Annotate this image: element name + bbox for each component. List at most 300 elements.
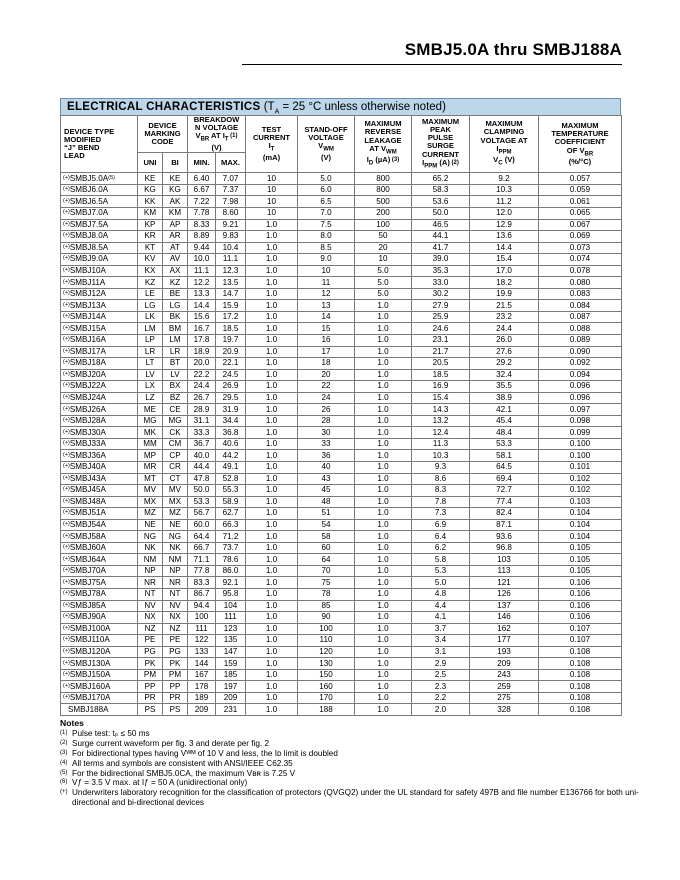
cell-marking-uni: MM <box>138 438 163 450</box>
cell-vbr-max: 9.83 <box>216 231 246 243</box>
ul-mark: (+) <box>63 509 70 516</box>
col-test-current: TEST CURRENT $I_T$ (mA) <box>246 116 298 173</box>
cell-device-type: (+)SMBJ110A <box>61 635 138 647</box>
cell-clamping-voltage: 162 <box>470 623 539 635</box>
cell-leakage: 1.0 <box>355 392 412 404</box>
col-peak-pulse-current: MAXIMUM PEAK PULSE SURGE CURRENT $I_{PPM}$ (A) $^{(2)}$ <box>412 116 470 173</box>
cell-device-type: (+)SMBJ11A <box>61 277 138 289</box>
cell-peak-current: 4.8 <box>412 589 470 601</box>
cell-temp-coefficient: 0.094 <box>539 369 622 381</box>
cell-marking-bi: MV <box>163 485 188 497</box>
cell-test-current: 1.0 <box>246 646 298 658</box>
table-row <box>61 219 622 231</box>
cell-test-current: 10 <box>246 207 298 219</box>
ul-mark: (+) <box>63 613 70 620</box>
cell-vbr-max: 36.8 <box>216 427 246 439</box>
cell-clamping-voltage: 17.0 <box>470 265 539 277</box>
table-row <box>61 612 622 624</box>
table-row <box>61 369 622 381</box>
cell-marking-bi: NR <box>163 577 188 589</box>
table-row <box>61 346 622 358</box>
note-text: Pulse test: tₚ ≤ 50 ms <box>72 728 150 738</box>
cell-vbr-min: 60.0 <box>188 519 216 531</box>
ul-mark: (+) <box>63 659 70 666</box>
cell-marking-uni: PE <box>138 635 163 647</box>
cell-marking-uni: NP <box>138 565 163 577</box>
ul-mark: (+) <box>63 301 70 308</box>
cell-vbr-min: 33.3 <box>188 427 216 439</box>
cell-standoff-voltage: 7.0 <box>298 207 355 219</box>
cell-vbr-min: 22.2 <box>188 369 216 381</box>
note-mark: (2) <box>60 739 68 746</box>
cell-marking-bi: LV <box>163 369 188 381</box>
cell-leakage: 1.0 <box>355 404 412 416</box>
cell-peak-current: 2.5 <box>412 669 470 681</box>
cell-clamping-voltage: 19.9 <box>470 288 539 300</box>
col-standoff-voltage: STAND-OFF VOLTAGE $V_{WM}$ (V) <box>298 116 355 173</box>
ul-mark: (+) <box>63 671 70 678</box>
cell-leakage: 1.0 <box>355 612 412 624</box>
cell-device-type: (+)SMBJ43A <box>61 473 138 485</box>
ul-mark: (+) <box>63 370 70 377</box>
cell-vbr-min: 56.7 <box>188 508 216 520</box>
cell-leakage: 1.0 <box>355 473 412 485</box>
cell-vbr-min: 6.67 <box>188 184 216 196</box>
cell-temp-coefficient: 0.107 <box>539 623 622 635</box>
table-row <box>61 589 622 601</box>
cell-device-type: (+)SMBJ64A <box>61 554 138 566</box>
cell-device-type: (+)SMBJ120A <box>61 646 138 658</box>
cell-temp-coefficient: 0.065 <box>539 207 622 219</box>
cell-device-type: (+)SMBJ6.0A <box>61 184 138 196</box>
table-row <box>61 207 622 219</box>
cell-vbr-min: 20.0 <box>188 358 216 370</box>
cell-vbr-max: 86.0 <box>216 565 246 577</box>
cell-vbr-min: 133 <box>188 646 216 658</box>
cell-leakage: 1.0 <box>355 681 412 693</box>
cell-peak-current: 5.3 <box>412 565 470 577</box>
cell-test-current: 1.0 <box>246 496 298 508</box>
cell-peak-current: 44.1 <box>412 231 470 243</box>
cell-peak-current: 16.9 <box>412 381 470 393</box>
cell-vbr-max: 147 <box>216 646 246 658</box>
cell-marking-uni: MR <box>138 462 163 474</box>
cell-temp-coefficient: 0.097 <box>539 404 622 416</box>
cell-device-type: (+)SMBJ7.5A <box>61 219 138 231</box>
ul-mark: (+) <box>63 694 70 701</box>
cell-standoff-voltage: 78 <box>298 589 355 601</box>
cell-vbr-max: 135 <box>216 635 246 647</box>
table-row <box>61 623 622 635</box>
cell-marking-bi: AK <box>163 196 188 208</box>
cell-marking-bi: KM <box>163 207 188 219</box>
ul-mark: (+) <box>63 555 70 562</box>
cell-device-type: (+)SMBJ18A <box>61 358 138 370</box>
cell-device-type: (+)SMBJ85A <box>61 600 138 612</box>
cell-marking-uni: LE <box>138 288 163 300</box>
cell-standoff-voltage: 54 <box>298 519 355 531</box>
cell-leakage: 1.0 <box>355 381 412 393</box>
cell-leakage: 1.0 <box>355 635 412 647</box>
cell-peak-current: 50.0 <box>412 207 470 219</box>
cell-standoff-voltage: 17 <box>298 346 355 358</box>
cell-test-current: 1.0 <box>246 323 298 335</box>
cell-standoff-voltage: 18 <box>298 358 355 370</box>
cell-leakage: 50 <box>355 231 412 243</box>
cell-vbr-max: 159 <box>216 658 246 670</box>
cell-vbr-min: 36.7 <box>188 438 216 450</box>
cell-test-current: 1.0 <box>246 519 298 531</box>
cell-standoff-voltage: 8.0 <box>298 231 355 243</box>
cell-vbr-max: 11.1 <box>216 254 246 266</box>
cell-test-current: 1.0 <box>246 242 298 254</box>
cell-test-current: 1.0 <box>246 300 298 312</box>
table-row <box>61 381 622 393</box>
cell-leakage: 1.0 <box>355 508 412 520</box>
ul-mark: (+) <box>63 463 70 470</box>
ul-mark: (+) <box>63 174 70 181</box>
cell-marking-uni: LG <box>138 300 163 312</box>
cell-vbr-min: 26.7 <box>188 392 216 404</box>
cell-peak-current: 2.0 <box>412 704 470 716</box>
cell-standoff-voltage: 26 <box>298 404 355 416</box>
cell-marking-uni: PS <box>138 704 163 716</box>
cell-leakage: 1.0 <box>355 450 412 462</box>
cell-peak-current: 12.4 <box>412 427 470 439</box>
cell-standoff-voltage: 24 <box>298 392 355 404</box>
cell-clamping-voltage: 15.4 <box>470 254 539 266</box>
col-reverse-leakage: MAXIMUM REVERSE LEAKAGE AT $V_{WM}$ $I_D$ (µA) $^{(3)}$ <box>355 116 412 173</box>
table-row <box>61 462 622 474</box>
cell-leakage: 1.0 <box>355 542 412 554</box>
cell-vbr-max: 62.7 <box>216 508 246 520</box>
cell-device-type: (+)SMBJ75A <box>61 577 138 589</box>
cell-clamping-voltage: 21.5 <box>470 300 539 312</box>
cell-clamping-voltage: 18.2 <box>470 277 539 289</box>
notes-section <box>60 719 640 808</box>
col-temperature-coefficient: MAXIMUM TEMPERATURE COEFFICIENT OF $V_{BR}$ (%/°C) <box>539 116 622 173</box>
cell-device-type: (+)SMBJ13A <box>61 300 138 312</box>
cell-marking-bi: BE <box>163 288 188 300</box>
cell-peak-current: 9.3 <box>412 462 470 474</box>
cell-vbr-max: 197 <box>216 681 246 693</box>
note-text: For bidirectional types having Vᵂᴹ of 10 V and less, the Iᴅ limit is doubled <box>72 748 338 758</box>
cell-clamping-voltage: 64.5 <box>470 462 539 474</box>
table-heading <box>60 98 621 115</box>
cell-marking-bi: AX <box>163 265 188 277</box>
cell-marking-bi: NK <box>163 542 188 554</box>
cell-leakage: 1.0 <box>355 577 412 589</box>
electrical-characteristics-panel <box>60 98 621 716</box>
cell-marking-bi: LM <box>163 334 188 346</box>
cell-leakage: 1.0 <box>355 554 412 566</box>
cell-vbr-max: 7.07 <box>216 173 246 185</box>
cell-marking-uni: LZ <box>138 392 163 404</box>
cell-test-current: 1.0 <box>246 681 298 693</box>
cell-clamping-voltage: 10.3 <box>470 184 539 196</box>
table-row <box>61 173 622 185</box>
cell-clamping-voltage: 26.0 <box>470 334 539 346</box>
table-row <box>61 450 622 462</box>
cell-vbr-max: 17.2 <box>216 311 246 323</box>
cell-standoff-voltage: 5.0 <box>298 173 355 185</box>
cell-test-current: 1.0 <box>246 600 298 612</box>
cell-marking-uni: NT <box>138 589 163 601</box>
cell-test-current: 1.0 <box>246 623 298 635</box>
ul-mark: (+) <box>63 451 70 458</box>
cell-marking-uni: KT <box>138 242 163 254</box>
cell-vbr-min: 13.3 <box>188 288 216 300</box>
cell-peak-current: 58.3 <box>412 184 470 196</box>
cell-clamping-voltage: 177 <box>470 635 539 647</box>
cell-temp-coefficient: 0.088 <box>539 323 622 335</box>
cell-device-type: (+)SMBJ48A <box>61 496 138 508</box>
cell-marking-uni: LV <box>138 369 163 381</box>
cell-marking-bi: PK <box>163 658 188 670</box>
cell-temp-coefficient: 0.104 <box>539 508 622 520</box>
cell-vbr-min: 28.9 <box>188 404 216 416</box>
ul-mark: (+) <box>63 428 70 435</box>
cell-vbr-max: 12.3 <box>216 265 246 277</box>
cell-vbr-max: 123 <box>216 623 246 635</box>
cell-peak-current: 10.3 <box>412 450 470 462</box>
cell-leakage: 1.0 <box>355 531 412 543</box>
cell-test-current: 10 <box>246 184 298 196</box>
cell-vbr-max: 73.7 <box>216 542 246 554</box>
cell-peak-current: 2.2 <box>412 692 470 704</box>
cell-clamping-voltage: 328 <box>470 704 539 716</box>
notes-heading: Notes <box>60 718 84 728</box>
cell-vbr-max: 7.37 <box>216 184 246 196</box>
cell-standoff-voltage: 22 <box>298 381 355 393</box>
electrical-characteristics-table <box>60 115 622 716</box>
cell-device-type: (+)SMBJ9.0A <box>61 254 138 266</box>
cell-marking-uni: MK <box>138 427 163 439</box>
cell-marking-uni: KM <box>138 207 163 219</box>
cell-standoff-voltage: 16 <box>298 334 355 346</box>
cell-leakage: 1.0 <box>355 704 412 716</box>
table-row <box>61 334 622 346</box>
cell-peak-current: 18.5 <box>412 369 470 381</box>
cell-standoff-voltage: 6.5 <box>298 196 355 208</box>
table-row <box>61 311 622 323</box>
cell-clamping-voltage: 82.4 <box>470 508 539 520</box>
cell-marking-bi: KG <box>163 184 188 196</box>
note-item <box>60 749 640 759</box>
cell-vbr-min: 47.8 <box>188 473 216 485</box>
cell-temp-coefficient: 0.099 <box>539 427 622 439</box>
cell-vbr-min: 64.4 <box>188 531 216 543</box>
cell-temp-coefficient: 0.108 <box>539 646 622 658</box>
cell-vbr-max: 209 <box>216 692 246 704</box>
note-mark: (1) <box>60 729 68 736</box>
cell-clamping-voltage: 53.3 <box>470 438 539 450</box>
table-row <box>61 542 622 554</box>
cell-marking-bi: NP <box>163 565 188 577</box>
cell-vbr-max: 7.98 <box>216 196 246 208</box>
table-row <box>61 554 622 566</box>
cell-peak-current: 13.2 <box>412 415 470 427</box>
cell-leakage: 20 <box>355 242 412 254</box>
cell-clamping-voltage: 23.2 <box>470 311 539 323</box>
cell-temp-coefficient: 0.105 <box>539 542 622 554</box>
ul-mark: (+) <box>63 359 70 366</box>
cell-test-current: 1.0 <box>246 450 298 462</box>
cell-device-type: (+)SMBJ54A <box>61 519 138 531</box>
note-item <box>60 788 640 808</box>
cell-device-type: (+)SMBJ36A <box>61 450 138 462</box>
cell-leakage: 1.0 <box>355 519 412 531</box>
note-item <box>60 778 640 788</box>
cell-vbr-max: 92.1 <box>216 577 246 589</box>
cell-peak-current: 35.3 <box>412 265 470 277</box>
cell-marking-uni: PM <box>138 669 163 681</box>
cell-vbr-min: 94.4 <box>188 600 216 612</box>
cell-marking-uni: MV <box>138 485 163 497</box>
cell-clamping-voltage: 48.4 <box>470 427 539 439</box>
cell-marking-bi: NX <box>163 612 188 624</box>
cell-vbr-max: 52.8 <box>216 473 246 485</box>
cell-device-type: (+)SMBJ28A <box>61 415 138 427</box>
cell-standoff-voltage: 160 <box>298 681 355 693</box>
cell-clamping-voltage: 12.0 <box>470 207 539 219</box>
table-row <box>61 496 622 508</box>
cell-vbr-max: 66.3 <box>216 519 246 531</box>
cell-marking-bi: NM <box>163 554 188 566</box>
table-row <box>61 635 622 647</box>
cell-vbr-max: 34.4 <box>216 415 246 427</box>
cell-marking-bi: NV <box>163 600 188 612</box>
cell-peak-current: 4.4 <box>412 600 470 612</box>
cell-marking-uni: LT <box>138 358 163 370</box>
cell-vbr-min: 9.44 <box>188 242 216 254</box>
cell-device-type: (+)SMBJ6.5A <box>61 196 138 208</box>
table-row <box>61 277 622 289</box>
cell-marking-bi: MG <box>163 415 188 427</box>
cell-vbr-max: 15.9 <box>216 300 246 312</box>
cell-vbr-max: 185 <box>216 669 246 681</box>
cell-temp-coefficient: 0.089 <box>539 334 622 346</box>
table-row <box>61 265 622 277</box>
cell-marking-bi: CR <box>163 462 188 474</box>
cell-marking-bi: BM <box>163 323 188 335</box>
cell-clamping-voltage: 27.6 <box>470 346 539 358</box>
cell-peak-current: 65.2 <box>412 173 470 185</box>
cell-test-current: 1.0 <box>246 635 298 647</box>
cell-marking-bi: CT <box>163 473 188 485</box>
cell-standoff-voltage: 45 <box>298 485 355 497</box>
cell-vbr-min: 53.3 <box>188 496 216 508</box>
cell-standoff-voltage: 11 <box>298 277 355 289</box>
cell-test-current: 10 <box>246 173 298 185</box>
cell-vbr-min: 31.1 <box>188 415 216 427</box>
table-row <box>61 300 622 312</box>
cell-vbr-max: 104 <box>216 600 246 612</box>
cell-vbr-max: 231 <box>216 704 246 716</box>
cell-device-type: (+)SMBJ20A <box>61 369 138 381</box>
table-row <box>61 565 622 577</box>
cell-vbr-max: 29.5 <box>216 392 246 404</box>
note-text: For the bidirectional SMBJ5.0CA, the maximum Vʙʀ is 7.25 V <box>72 768 296 778</box>
cell-temp-coefficient: 0.106 <box>539 589 622 601</box>
cell-leakage: 1.0 <box>355 669 412 681</box>
cell-test-current: 1.0 <box>246 219 298 231</box>
cell-test-current: 1.0 <box>246 462 298 474</box>
cell-standoff-voltage: 14 <box>298 311 355 323</box>
table-heading-bold: ELECTRICAL CHARACTERISTICS <box>67 101 261 113</box>
cell-clamping-voltage: 137 <box>470 600 539 612</box>
cell-vbr-min: 83.3 <box>188 577 216 589</box>
cell-marking-bi: AT <box>163 242 188 254</box>
cell-leakage: 1.0 <box>355 646 412 658</box>
note-mark: (+) <box>60 789 68 796</box>
ul-mark: (+) <box>63 266 70 273</box>
cell-peak-current: 24.6 <box>412 323 470 335</box>
cell-device-type: (+)SMBJ12A <box>61 288 138 300</box>
cell-device-type: (+)SMBJ60A <box>61 542 138 554</box>
cell-test-current: 1.0 <box>246 658 298 670</box>
cell-vbr-max: 78.6 <box>216 554 246 566</box>
cell-marking-bi: PS <box>163 704 188 716</box>
cell-clamping-voltage: 77.4 <box>470 496 539 508</box>
cell-test-current: 1.0 <box>246 704 298 716</box>
cell-test-current: 1.0 <box>246 589 298 601</box>
cell-leakage: 1.0 <box>355 346 412 358</box>
cell-clamping-voltage: 243 <box>470 669 539 681</box>
cell-marking-bi: PM <box>163 669 188 681</box>
cell-temp-coefficient: 0.096 <box>539 392 622 404</box>
col-device-type: DEVICE TYPE MODIFIED “J” BEND LEAD <box>61 116 138 173</box>
cell-temp-coefficient: 0.096 <box>539 381 622 393</box>
ul-mark: (+) <box>63 486 70 493</box>
table-row <box>61 669 622 681</box>
cell-marking-bi: KE <box>163 173 188 185</box>
cell-test-current: 1.0 <box>246 369 298 381</box>
cell-clamping-voltage: 69.4 <box>470 473 539 485</box>
cell-test-current: 1.0 <box>246 485 298 497</box>
cell-vbr-min: 167 <box>188 669 216 681</box>
cell-clamping-voltage: 146 <box>470 612 539 624</box>
cell-marking-bi: BK <box>163 311 188 323</box>
cell-clamping-voltage: 42.1 <box>470 404 539 416</box>
cell-peak-current: 3.7 <box>412 623 470 635</box>
cell-temp-coefficient: 0.100 <box>539 450 622 462</box>
cell-device-type: (+)SMBJ45A <box>61 485 138 497</box>
cell-standoff-voltage: 58 <box>298 531 355 543</box>
cell-marking-uni: NV <box>138 600 163 612</box>
cell-standoff-voltage: 36 <box>298 450 355 462</box>
cell-vbr-max: 40.6 <box>216 438 246 450</box>
cell-peak-current: 8.6 <box>412 473 470 485</box>
cell-marking-bi: BX <box>163 381 188 393</box>
table-row <box>61 658 622 670</box>
cell-marking-uni: PG <box>138 646 163 658</box>
cell-peak-current: 5.0 <box>412 577 470 589</box>
cell-marking-uni: ME <box>138 404 163 416</box>
cell-vbr-min: 144 <box>188 658 216 670</box>
cell-peak-current: 7.8 <box>412 496 470 508</box>
cell-marking-uni: MG <box>138 415 163 427</box>
cell-peak-current: 4.1 <box>412 612 470 624</box>
cell-vbr-max: 58.9 <box>216 496 246 508</box>
cell-test-current: 1.0 <box>246 427 298 439</box>
cell-test-current: 1.0 <box>246 392 298 404</box>
cell-marking-uni: LR <box>138 346 163 358</box>
cell-clamping-voltage: 58.1 <box>470 450 539 462</box>
cell-leakage: 800 <box>355 173 412 185</box>
cell-clamping-voltage: 121 <box>470 577 539 589</box>
cell-standoff-voltage: 9.0 <box>298 254 355 266</box>
